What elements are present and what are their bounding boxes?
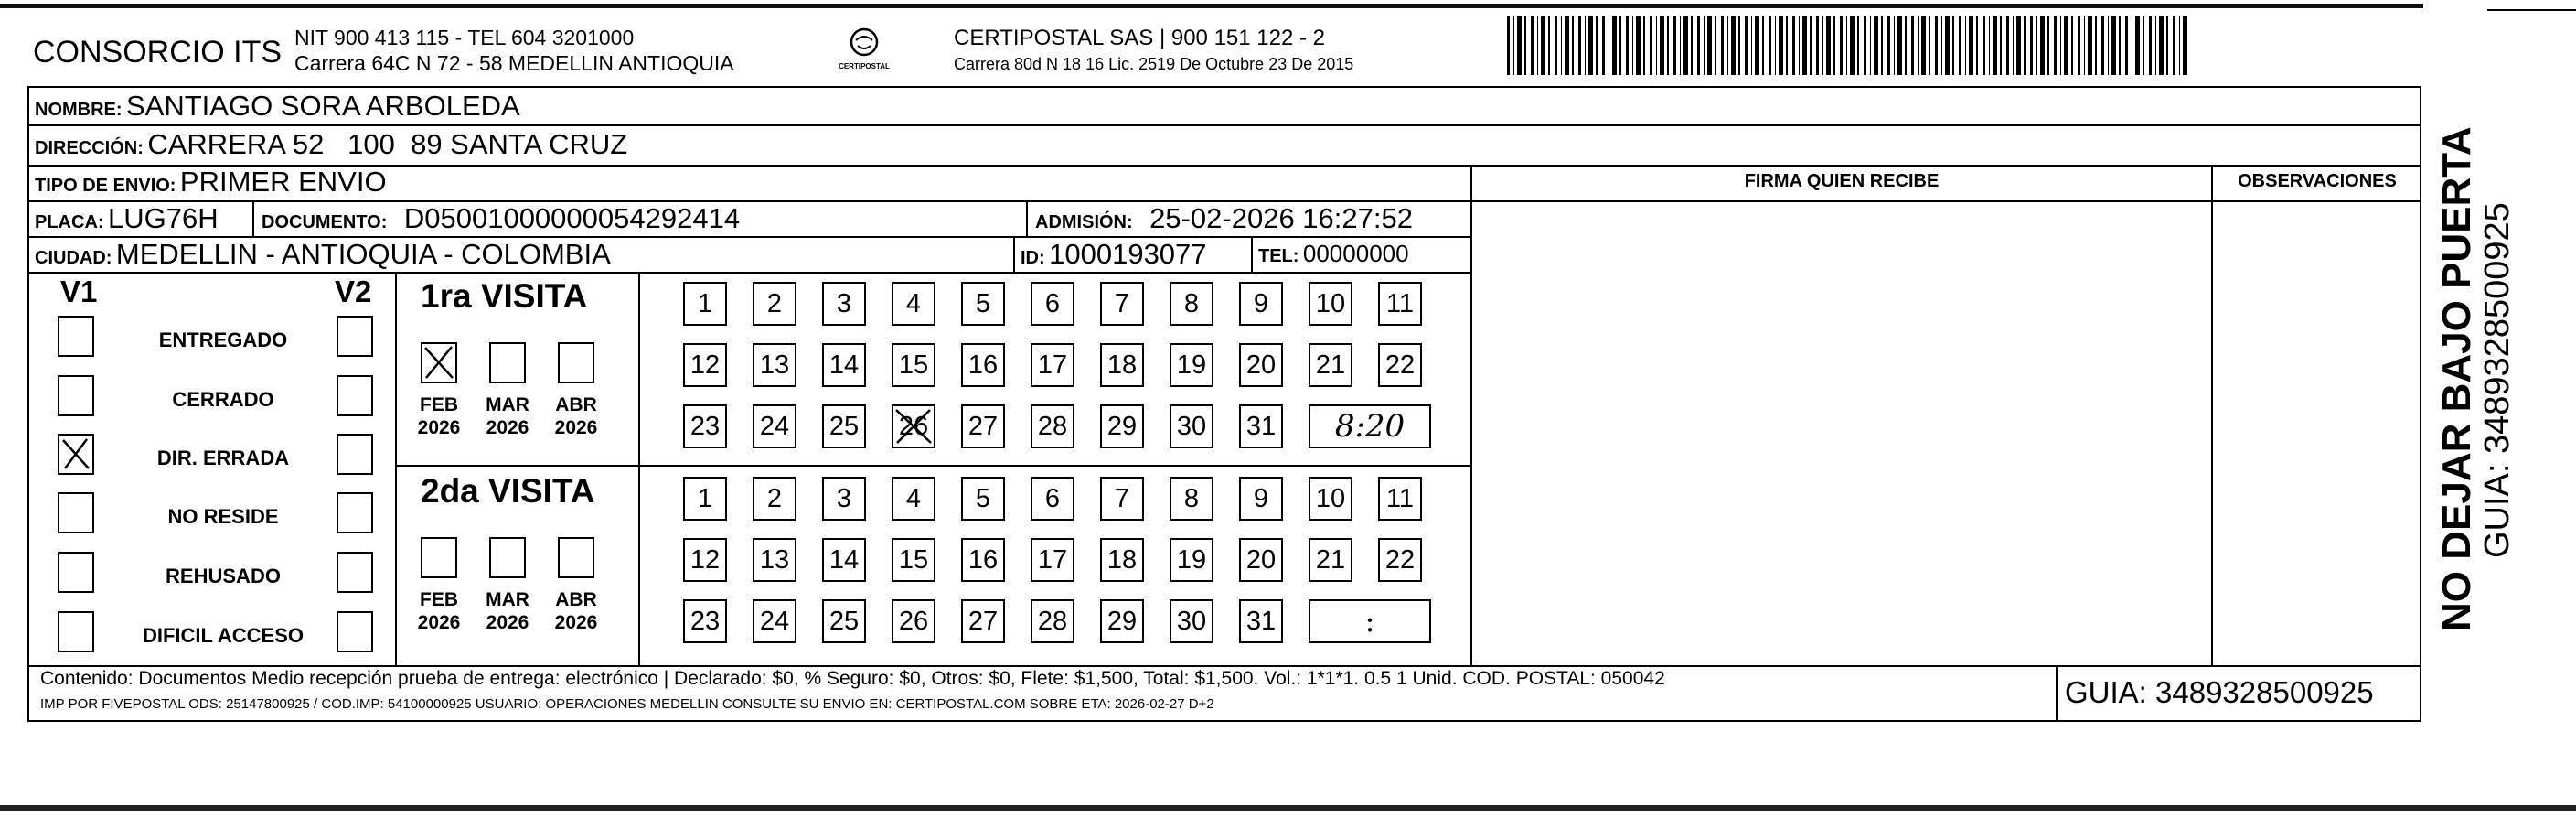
day-number: 16 [967, 544, 999, 575]
month-name: ABR [555, 589, 597, 610]
v2-checkbox[interactable] [337, 552, 373, 593]
time-box[interactable] [1309, 404, 1431, 448]
month-label [412, 588, 466, 634]
signature-divider [1470, 165, 1472, 665]
month-label [480, 588, 535, 634]
footer-contenido: Contenido: Documentos Medio recepción prueba de entrega: electrónico | Declarado: $0, % Seguro: $0, Otros: $0, Flete: $1,500, Total: $1,500. Vol.: 1*1*1. 0.5 1 Unid. COD. POSTAL: 050042 [40, 668, 1665, 689]
month-label [412, 393, 466, 439]
time-box[interactable] [1309, 599, 1431, 643]
day-number: 11 [1385, 288, 1415, 318]
day-number: 7 [1114, 288, 1130, 318]
status-label: NO RESIDE [167, 505, 279, 528]
day-number: 6 [1044, 483, 1061, 513]
month-label [549, 393, 604, 439]
day-number: 13 [759, 544, 790, 575]
day-box[interactable] [892, 343, 935, 387]
placa-label: PLACA: [35, 212, 104, 232]
direccion-label: DIRECCIÓN: [35, 138, 144, 158]
certipostal-logo [832, 26, 896, 77]
day-number: 31 [1245, 606, 1277, 636]
footer-guia: GUIA: 3489328500925 [2065, 675, 2374, 709]
day-box[interactable] [1239, 404, 1283, 448]
day-box[interactable] [1100, 404, 1144, 448]
v2-checkbox[interactable] [337, 492, 373, 533]
day-box[interactable] [1239, 343, 1283, 387]
side-warning: NO DEJAR BAJO PUERTA [2434, 126, 2479, 631]
documento-value: D05001000000054292414 [403, 202, 741, 234]
day-box[interactable] [1378, 538, 1422, 582]
documento-label: DOCUMENTO: [262, 212, 388, 232]
day-number: 26 [898, 606, 929, 636]
nombre-label: NOMBRE: [35, 100, 123, 120]
day-box[interactable] [683, 343, 727, 387]
courier-name: CERTIPOSTAL SAS | 900 151 122 - 2 [954, 26, 1325, 50]
day-number: 15 [898, 350, 929, 380]
day-number: 15 [898, 544, 929, 575]
v2-checkbox[interactable] [337, 434, 373, 475]
day-box[interactable] [683, 538, 727, 582]
day-number: 8 [1183, 483, 1200, 513]
day-number: 8 [1183, 288, 1200, 318]
day-number: 17 [1037, 350, 1068, 380]
day-number: 18 [1106, 350, 1138, 380]
day-box[interactable] [1031, 282, 1074, 326]
day-box[interactable] [1031, 404, 1074, 448]
time-value: : [1364, 603, 1375, 640]
month-year: 2026 [417, 417, 461, 438]
nombre-value: SANTIAGO SORA ARBOLEDA [126, 90, 520, 122]
day-box[interactable] [1170, 343, 1213, 387]
day-box[interactable] [961, 477, 1005, 521]
day-number: 11 [1385, 483, 1415, 513]
tel-value: 00000000 [1302, 240, 1409, 267]
tipo-label: TIPO DE ENVIO: [35, 176, 176, 196]
day-number: 1 [697, 288, 713, 318]
day-box[interactable] [892, 599, 935, 643]
right-edge-line [2487, 9, 2576, 11]
top-edge-line [0, 4, 2423, 8]
day-number: 9 [1253, 288, 1269, 318]
day-box[interactable] [892, 404, 935, 448]
day-box[interactable] [822, 599, 866, 643]
obs-divider [2211, 165, 2213, 665]
day-box[interactable] [822, 282, 866, 326]
day-number: 12 [689, 544, 721, 575]
day-box[interactable] [1239, 538, 1283, 582]
day-number: 1 [697, 483, 713, 513]
v2-checkbox[interactable] [337, 316, 373, 357]
month-checkbox[interactable] [421, 537, 457, 578]
v1-checkbox[interactable] [58, 316, 94, 357]
day-number: 2 [766, 483, 783, 513]
day-number: 21 [1315, 544, 1346, 575]
day-number: 20 [1245, 350, 1277, 380]
visit-title: 1ra VISITA [421, 277, 588, 315]
day-box[interactable] [1170, 477, 1213, 521]
side-guia: GUIA: 3489328500925 [2478, 202, 2517, 558]
tipo-row [35, 166, 387, 199]
day-number: 4 [905, 288, 922, 318]
day-box[interactable] [1309, 282, 1352, 326]
day-box[interactable] [1170, 282, 1213, 326]
visit-title: 2da VISITA [421, 472, 595, 510]
day-number: 22 [1384, 350, 1416, 380]
ciudad-cell [35, 238, 611, 271]
day-number: 21 [1315, 350, 1346, 380]
day-number: 25 [828, 606, 860, 636]
day-box[interactable] [753, 538, 796, 582]
month-checkbox[interactable] [489, 537, 526, 578]
day-number: 27 [967, 606, 999, 636]
day-number: 5 [975, 483, 991, 513]
day-box[interactable] [1100, 538, 1144, 582]
day-number: 24 [759, 606, 790, 636]
day-box[interactable] [961, 282, 1005, 326]
id-value: 1000193077 [1049, 238, 1207, 270]
day-number: 10 [1315, 288, 1346, 318]
check-x-icon [893, 406, 934, 447]
day-box[interactable] [753, 343, 796, 387]
day-number: 23 [689, 411, 721, 441]
status-label: DIFICIL ACCESO [142, 624, 304, 647]
day-box[interactable] [753, 282, 796, 326]
month-year: 2026 [554, 417, 598, 438]
day-number: 19 [1176, 544, 1207, 575]
v1-label: V1 [60, 274, 98, 308]
day-number: 5 [975, 288, 991, 318]
day-box[interactable] [961, 599, 1005, 643]
status-label: DIR. ERRADA [156, 447, 290, 469]
firma-header: FIRMA QUIEN RECIBE [1744, 171, 1940, 191]
day-number: 20 [1245, 544, 1277, 575]
day-number: 28 [1037, 411, 1068, 441]
v2-checkbox[interactable] [337, 375, 373, 416]
day-number: 3 [836, 483, 852, 513]
day-box[interactable] [822, 404, 866, 448]
day-box[interactable] [1239, 282, 1283, 326]
day-number: 26 [898, 411, 929, 441]
bottom-edge-line [0, 805, 2576, 811]
day-box[interactable] [1378, 477, 1422, 521]
month-checkbox[interactable] [558, 342, 594, 383]
ciudad-label: CIUDAD: [35, 248, 112, 268]
day-box[interactable] [961, 538, 1005, 582]
status-label: REHUSADO [166, 565, 281, 587]
day-box[interactable] [1239, 477, 1283, 521]
day-box[interactable] [1309, 343, 1352, 387]
day-number: 18 [1106, 544, 1138, 575]
admision-value: 25-02-2026 16:27:52 [1149, 202, 1413, 234]
nombre-row [35, 90, 520, 123]
barcode [1507, 16, 2188, 75]
day-box[interactable] [1031, 538, 1074, 582]
day-box[interactable] [753, 599, 796, 643]
day-box[interactable] [753, 477, 796, 521]
month-name: MAR [486, 394, 529, 415]
v2-checkbox[interactable] [337, 611, 373, 652]
day-box[interactable] [892, 282, 935, 326]
day-number: 7 [1114, 483, 1130, 513]
day-box[interactable] [961, 343, 1005, 387]
day-number: 17 [1037, 544, 1068, 575]
tipo-value: PRIMER ENVIO [179, 166, 387, 198]
v1-checkbox[interactable] [58, 434, 94, 475]
day-box[interactable] [1100, 343, 1144, 387]
v1-checkbox[interactable] [58, 375, 94, 416]
day-number: 31 [1245, 411, 1277, 441]
check-x-icon [422, 344, 455, 381]
day-box[interactable] [961, 404, 1005, 448]
status-label: ENTREGADO [158, 328, 288, 351]
day-number: 13 [759, 350, 790, 380]
day-box[interactable] [1309, 538, 1352, 582]
placa-cell [35, 202, 219, 235]
v1-checkbox[interactable] [58, 492, 94, 533]
admision-cell [1035, 202, 1413, 235]
day-number: 29 [1106, 606, 1138, 636]
day-box[interactable] [1378, 282, 1422, 326]
logo-text: CERTIPOSTAL [839, 62, 890, 70]
day-box[interactable] [1170, 538, 1213, 582]
day-box[interactable] [892, 477, 935, 521]
company-name: CONSORCIO ITS [33, 35, 283, 70]
month-name: MAR [486, 589, 529, 610]
day-number: 24 [759, 411, 790, 441]
day-box[interactable] [683, 599, 727, 643]
day-number: 22 [1384, 544, 1416, 575]
tel-cell [1258, 240, 1409, 268]
day-box[interactable] [822, 343, 866, 387]
footer-imp: IMP POR FIVEPOSTAL ODS: 25147800925 / COD.IMP: 54100000925 USUARIO: OPERACIONES MEDELLIN CONSULTE SU ENVIO EN: CERTIPOSTAL.COM SOBRE ETA: 2026-02-27 D+2 [40, 696, 1214, 712]
day-number: 4 [905, 483, 922, 513]
month-checkbox[interactable] [421, 342, 457, 383]
day-number: 29 [1106, 411, 1138, 441]
month-label [480, 393, 535, 439]
day-box[interactable] [1378, 343, 1422, 387]
month-name: FEB [420, 589, 458, 610]
day-number: 28 [1037, 606, 1068, 636]
day-number: 10 [1315, 483, 1346, 513]
day-box[interactable] [892, 538, 935, 582]
day-box[interactable] [1031, 343, 1074, 387]
direccion-value: CARRERA 52 100 89 SANTA CRUZ [147, 128, 628, 160]
v1-checkbox[interactable] [58, 611, 94, 652]
month-label [549, 588, 604, 634]
direccion-row [35, 128, 627, 161]
day-number: 12 [689, 350, 721, 380]
month-year: 2026 [486, 612, 529, 633]
day-box[interactable] [1100, 477, 1144, 521]
month-checkbox[interactable] [558, 537, 594, 578]
ciudad-value: MEDELLIN - ANTIOQUIA - COLOMBIA [115, 238, 611, 270]
day-number: 19 [1176, 350, 1207, 380]
day-box[interactable] [1031, 477, 1074, 521]
day-box[interactable] [1170, 599, 1213, 643]
month-checkbox[interactable] [489, 342, 526, 383]
status-label: CERRADO [172, 388, 274, 411]
id-cell [1021, 238, 1207, 271]
month-year: 2026 [554, 612, 598, 633]
day-box[interactable] [683, 404, 727, 448]
tel-label: TEL: [1258, 246, 1299, 266]
day-number: 6 [1044, 288, 1061, 318]
day-number: 2 [766, 288, 783, 318]
check-x-icon [59, 436, 92, 472]
day-number: 3 [836, 288, 852, 318]
day-number: 30 [1176, 411, 1207, 441]
day-box[interactable] [1170, 404, 1213, 448]
id-label: ID: [1021, 248, 1045, 268]
month-year: 2026 [417, 612, 461, 633]
day-box[interactable] [753, 404, 796, 448]
month-name: ABR [555, 394, 597, 415]
month-year: 2026 [486, 417, 529, 438]
day-number: 14 [828, 544, 860, 575]
day-box[interactable] [683, 282, 727, 326]
observaciones-header: OBSERVACIONES [2238, 171, 2397, 191]
day-number: 23 [689, 606, 721, 636]
day-number: 14 [828, 350, 860, 380]
day-box[interactable] [683, 477, 727, 521]
documento-cell [262, 202, 740, 235]
day-number: 9 [1253, 483, 1269, 513]
day-number: 27 [967, 411, 999, 441]
day-box[interactable] [822, 477, 866, 521]
v2-label: V2 [335, 274, 372, 308]
placa-value: LUG76H [108, 202, 219, 234]
day-box[interactable] [1100, 599, 1144, 643]
v1-checkbox[interactable] [58, 552, 94, 593]
month-name: FEB [420, 394, 458, 415]
day-box[interactable] [1239, 599, 1283, 643]
day-number: 25 [828, 411, 860, 441]
day-box[interactable] [1100, 282, 1144, 326]
admision-label: ADMISIÓN: [1035, 212, 1133, 232]
company-address: Carrera 64C N 72 - 58 MEDELLIN ANTIOQUIA [294, 51, 734, 75]
company-nit: NIT 900 413 115 - TEL 604 3201000 [294, 26, 635, 49]
time-value: 8:20 [1334, 408, 1406, 445]
day-box[interactable] [1031, 599, 1074, 643]
day-box[interactable] [1309, 477, 1352, 521]
day-number: 30 [1176, 606, 1207, 636]
day-box[interactable] [822, 538, 866, 582]
courier-address: Carrera 80d N 18 16 Lic. 2519 De Octubre 23 De 2015 [954, 55, 1354, 73]
day-number: 16 [967, 350, 999, 380]
